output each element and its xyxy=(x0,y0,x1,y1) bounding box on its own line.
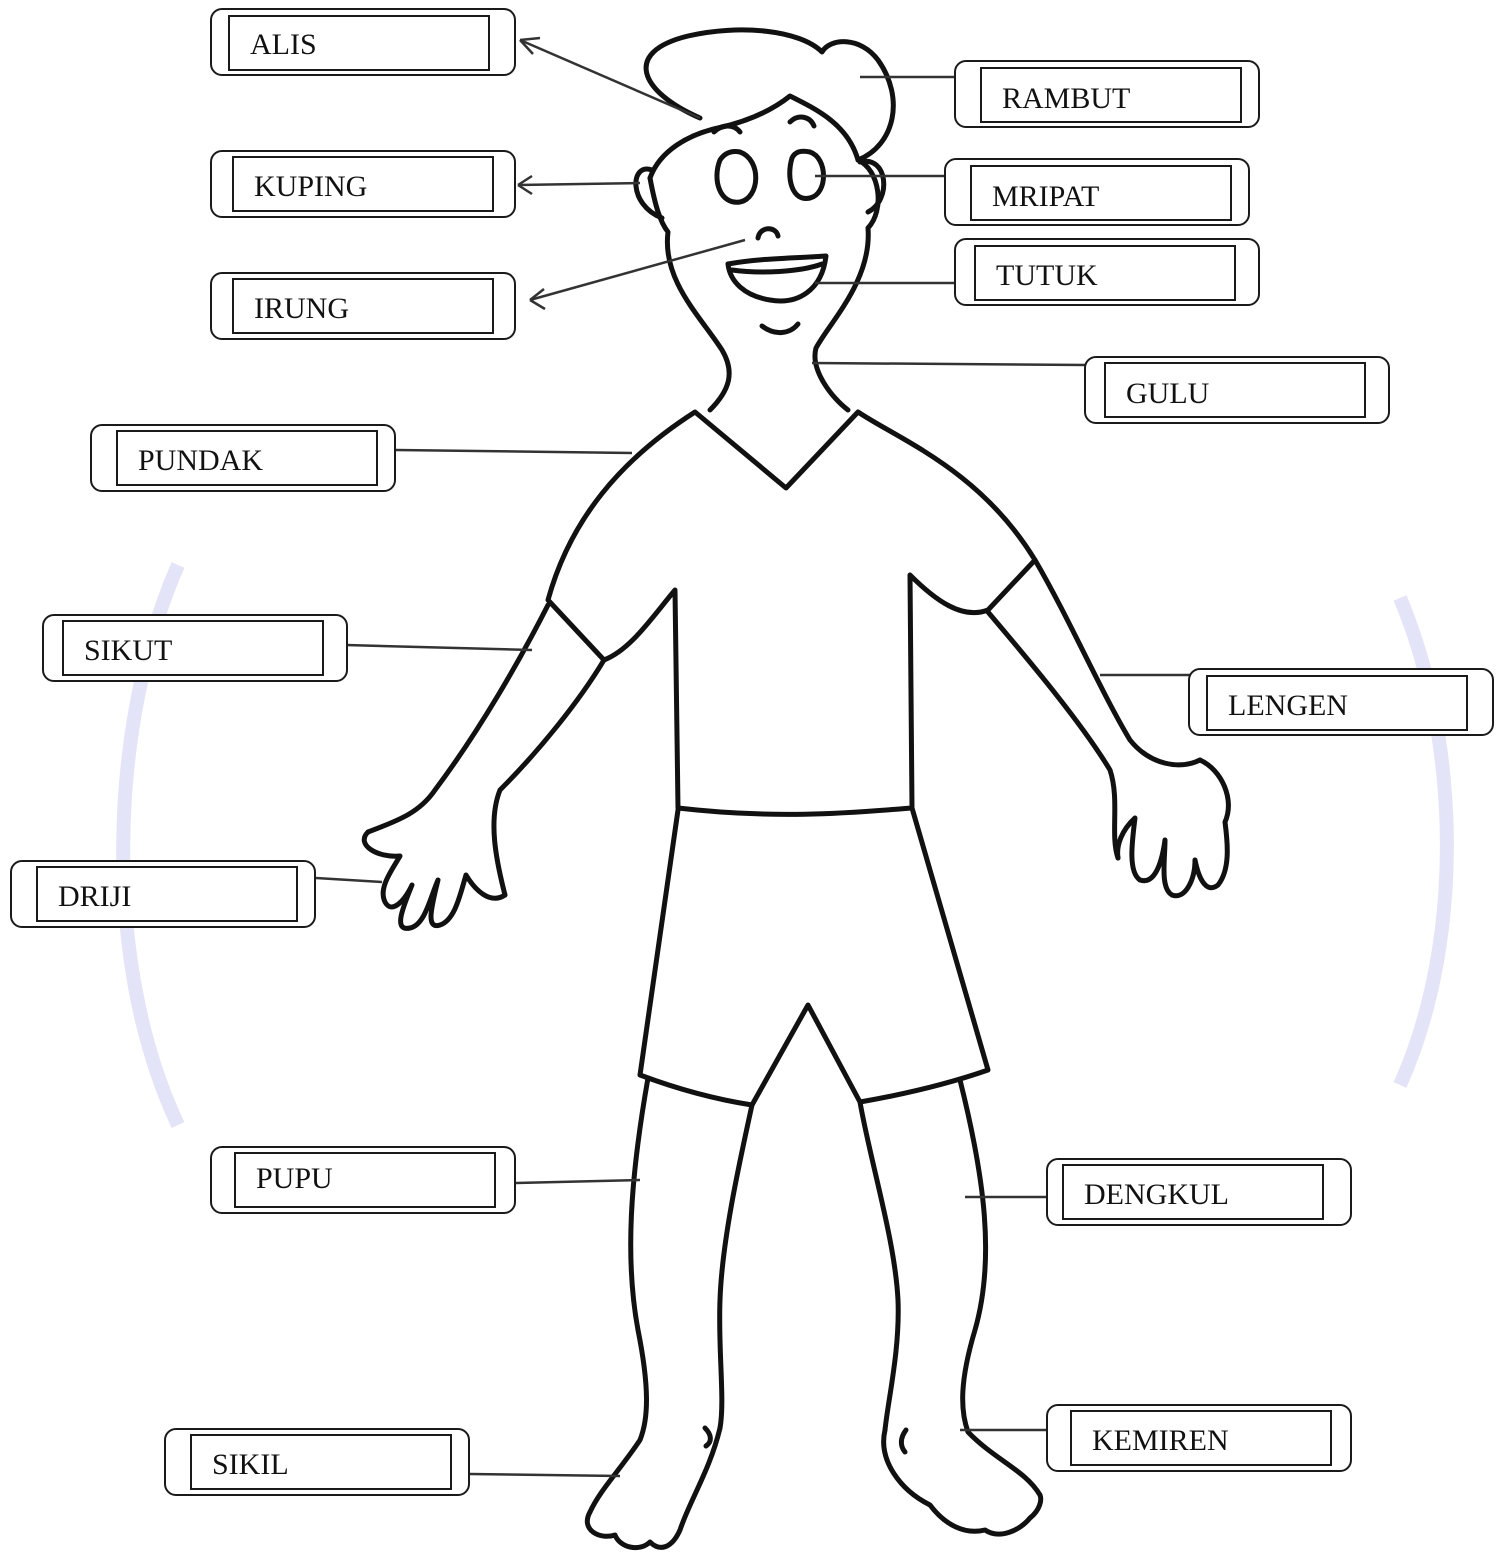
hand-right xyxy=(1118,760,1229,896)
teeth xyxy=(732,264,822,272)
leg-left-inner xyxy=(720,1105,752,1428)
line-irung xyxy=(530,240,745,300)
ankle-right xyxy=(901,1430,906,1452)
label-driji-box xyxy=(10,860,316,928)
label-alis-box xyxy=(210,8,516,76)
label-alis: ALIS xyxy=(250,28,317,61)
arm-right-outer xyxy=(1035,560,1200,765)
hair xyxy=(646,30,893,178)
label-sikut-box xyxy=(42,614,348,682)
label-lengen: LENGEN xyxy=(1228,689,1348,722)
label-driji: DRIJI xyxy=(58,880,132,913)
nose xyxy=(758,229,778,238)
leg-right-outer xyxy=(960,1080,1040,1495)
label-rambut: RAMBUT xyxy=(1002,82,1131,115)
leg-right-inner xyxy=(860,1102,898,1430)
chin xyxy=(762,324,798,333)
arm-left-outer xyxy=(368,605,548,832)
line-sikil xyxy=(470,1474,620,1476)
label-tutuk: TUTUK xyxy=(996,259,1098,292)
foot-right xyxy=(884,1430,1041,1534)
face xyxy=(650,178,729,410)
arm-left-inner xyxy=(494,660,604,895)
label-sikil: SIKIL xyxy=(212,1448,289,1481)
label-tutuk-box xyxy=(954,238,1260,306)
label-kuping: KUPING xyxy=(254,170,368,203)
label-mripat-box xyxy=(944,158,1250,226)
label-irung: IRUNG xyxy=(254,292,349,325)
ankle-left xyxy=(705,1428,710,1446)
label-irung-box xyxy=(210,272,516,340)
line-pundak xyxy=(396,450,632,453)
label-sikut: SIKUT xyxy=(84,634,173,667)
label-pundak: PUNDAK xyxy=(138,444,264,477)
label-sikil-box xyxy=(164,1428,470,1496)
label-kemiren: KEMIREN xyxy=(1092,1424,1229,1457)
label-dengkul: DENGKUL xyxy=(1084,1178,1229,1211)
label-pundak-box xyxy=(90,424,396,492)
label-mripat: MRIPAT xyxy=(992,180,1100,213)
label-gulu-box xyxy=(1084,356,1390,424)
label-kemiren-box xyxy=(1046,1404,1352,1472)
hand-left xyxy=(364,832,505,928)
mouth xyxy=(728,256,826,301)
shorts xyxy=(640,808,988,1105)
label-kuping-box xyxy=(210,150,516,218)
line-driji xyxy=(316,878,382,882)
arrow-alis xyxy=(520,38,540,54)
line-sikut xyxy=(346,645,532,650)
label-pupu-box xyxy=(210,1146,516,1214)
label-lengen-box xyxy=(1188,668,1494,736)
face-right xyxy=(815,160,878,410)
line-alis xyxy=(520,40,700,118)
label-gulu: GULU xyxy=(1126,377,1210,410)
leg-left-outer xyxy=(590,1078,648,1512)
label-rambut-box xyxy=(954,60,1260,128)
brow-right xyxy=(790,117,814,126)
label-pupu: PUPU xyxy=(256,1162,333,1195)
line-gulu xyxy=(812,363,1086,365)
arm-right-inner xyxy=(988,612,1118,858)
line-kuping xyxy=(518,183,640,185)
eye-left xyxy=(717,151,756,202)
label-dengkul-box xyxy=(1046,1158,1352,1226)
brow-left xyxy=(714,126,740,132)
shirt xyxy=(548,412,1035,814)
line-pupu xyxy=(516,1180,640,1183)
